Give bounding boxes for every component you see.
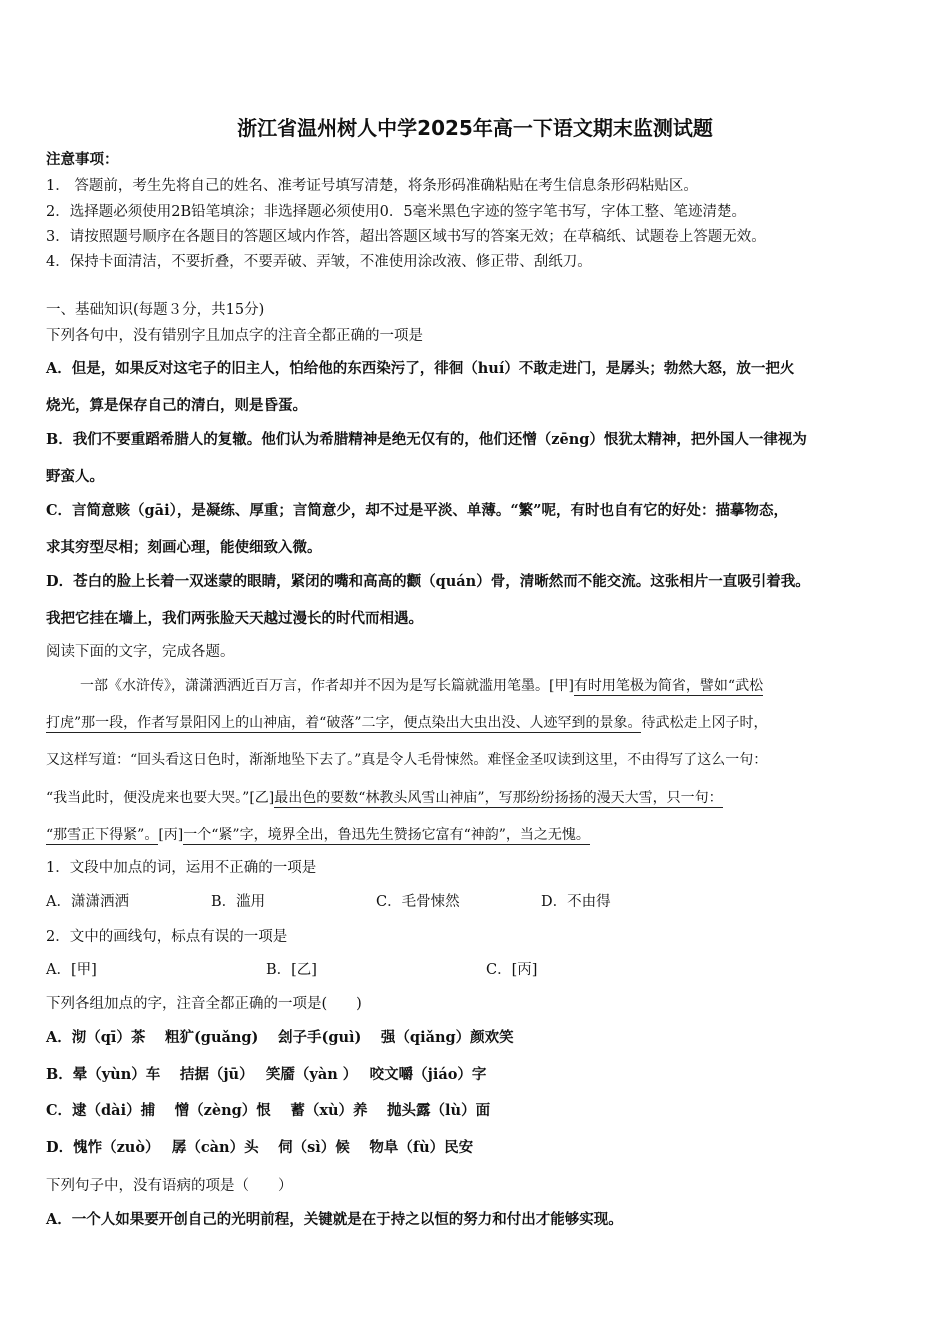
notice-heading: 注意事项： [46,151,119,168]
option-b-line2: 野蛮人。 [46,468,104,485]
underlined-sentence-yi: 最出色的要数“林教头风雪山神庙”，写那纷纷扬扬的漫天大雪，只一句： [274,790,723,806]
option: A．[甲] [46,962,97,978]
passage-line: 又这样写道：“回头看这日色时，渐渐地坠下去了。”真是令人毛骨悚然。难怪金圣叹读到这里，不由得写了这么一句： [46,752,768,768]
passage-line [46,825,590,845]
notice-item: 2．选择题必须使用2B铅笔填涂；非选择题必须使用0．5毫米黑色字迹的签字笔书写，字体工整、笔迹清楚。 [46,204,747,220]
option-d-line1: D．苍白的脸上长着一双迷蒙的眼睛，紧闭的嘴和高高的颧（quán）骨，清晰然而不能交流。这张相片一直吸引着我。 [46,573,810,590]
passage-text: [丙] [158,827,184,843]
option: C．[丙] [486,962,538,978]
option-b-line1: B．我们不要重蹈希腊人的复辙。他们认为希腊精神是绝无仅有的，他们还憎（zēng）恨犹太精神，把外国人一律视为 [46,431,807,448]
notice-item: 3．请按照题号顺序在各题目的答题区域内作答，超出答题区域书写的答案无效；在草稿纸、试题卷上答题无效。 [46,229,766,245]
option-d: D．愧怍（zuò） 孱（càn）头 伺（sì）候 物阜（fù）民安 [46,1139,474,1156]
option-c: C．逮（dài）捕 憎（zèng）恨 蓄（xù）养 抛头露（lù）面 [46,1102,491,1119]
underlined-sentence-yi: “那雪正下得紧”。 [46,827,159,843]
option-a: A．一个人如果要开创自己的光明前程，关键就是在于持之以恒的努力和付出才能够实现。 [46,1211,623,1228]
option: A．潇潇洒洒 [46,894,129,910]
reading-instruction: 阅读下面的文字，完成各题。 [46,644,235,660]
question-stem: 下列句子中，没有语病的项是（ ） [46,1178,293,1194]
option-c-line2: 求其穷型尽相；刻画心理，能使细致入微。 [46,539,322,556]
question-stem: 下列各组加点的字，注音全都正确的一项是( ) [46,996,362,1012]
notice-item: 1． 答题前，考生先将自己的姓名、准考证号填写清楚，将条形码准确粘贴在考生信息条形码粘贴区。 [46,178,698,194]
underlined-sentence-jia: 有时用笔极为简省，譬如“武松 [573,678,764,694]
question-stem: 下列各句中，没有错别字且加点字的注音全都正确的一项是 [46,328,423,344]
option-d-line2: 我把它挂在墙上，我们两张脸天天越过漫长的时代而相遇。 [46,610,423,627]
page-title: 浙江省温州树人中学2025年高一下语文期末监测试题 [237,116,713,140]
sub-question-stem: 2．文中的画线句，标点有误的一项是 [46,929,288,945]
option-a-line1: A．但是，如果反对这宅子的旧主人，怕给他的东西染污了，徘徊（huí）不敢走进门，是孱头；勃然大怒，放一把火 [46,360,795,377]
section-heading: 一、基础知识(每题３分，共15分) [46,302,265,318]
option: C．毛骨悚然 [376,894,460,910]
passage-text: 一部《水浒传》，潇潇洒洒近百万言，作者却并不因为是写长篇就滥用笔墨。[甲] [80,678,574,694]
option-a: A．沏（qī）茶 粗犷(guǎng) 刽子手(guì) 强（qiǎng）颜欢笑 [46,1029,514,1046]
option: D．不由得 [541,894,611,910]
option-c-line1: C．言简意赅（gāi），是凝练、厚重；言简意少，却不过是平淡、单薄。“繁”呢，有时也自有它的好处：描摹物态， [46,502,789,519]
option: B．[乙] [266,962,317,978]
passage-text: “我当此时，便没虎来也要大哭。”[乙] [46,790,275,806]
notice-item: 4．保持卡面清洁，不要折叠，不要弄破、弄皱，不准使用涂改液、修正带、刮纸刀。 [46,254,592,270]
passage-line [80,676,763,696]
underlined-sentence-jia: 打虎”那一段，作者写景阳冈上的山神庙，着“破落”二字，便点染出大虫出没、人迹罕到的景象。 [46,715,642,731]
option-a-line2: 烧光，算是保存自己的清白，则是昏蛋。 [46,397,307,414]
option: B．滥用 [211,894,266,910]
passage-line [46,788,723,808]
sub-question-stem: 1．文段中加点的词，运用不正确的一项是 [46,860,317,876]
underlined-sentence-bing: 一个“紧”字，境界全出，鲁迅先生赞扬它富有“神韵”，当之无愧。 [183,827,590,843]
passage-text: 待武松走上冈子时， [641,715,768,731]
passage-line [46,713,767,733]
option-b: B．晕（yùn）车 拮据（jū） 笑靥（yàn ） 咬文嚼（jiáo）字 [46,1066,487,1083]
